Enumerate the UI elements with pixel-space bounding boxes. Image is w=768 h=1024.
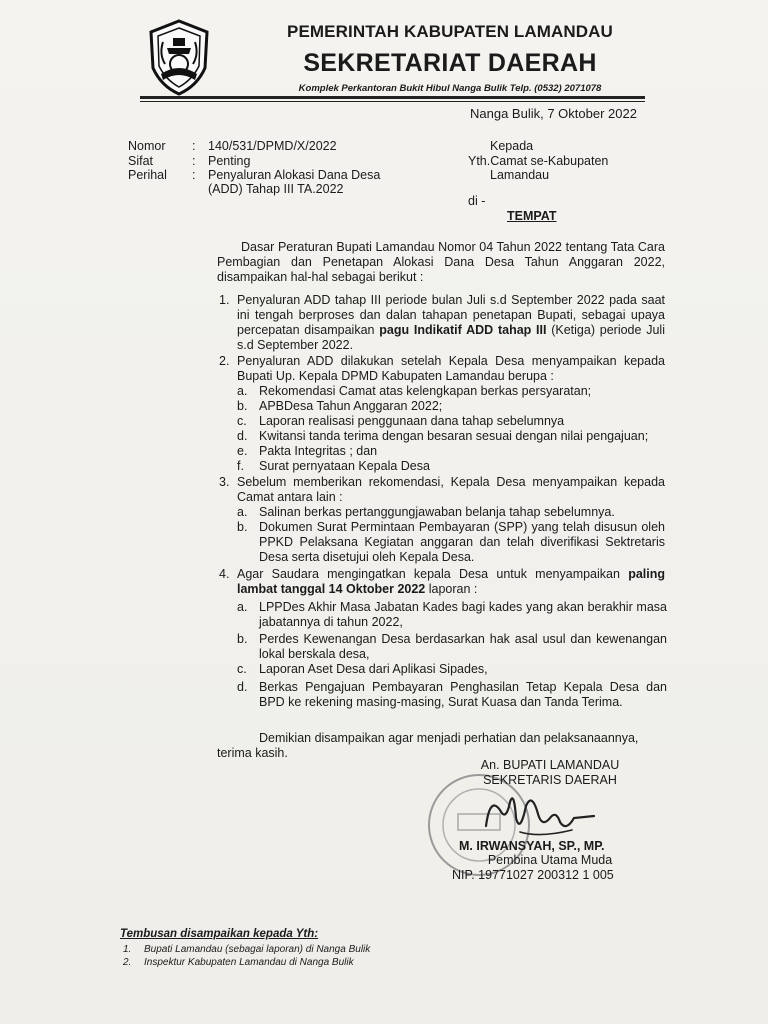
letter-date: Nanga Bulik, 7 Oktober 2022	[470, 106, 637, 121]
item-2-sublist	[237, 384, 667, 474]
list-item: d. Kwitansi tanda terima dengan besaran sesuai dengan nilai pengajuan;	[237, 429, 649, 443]
signature-on-behalf: An. BUPATI LAMANDAU	[480, 758, 620, 772]
perihal-colon: :	[192, 168, 196, 182]
cc-1-number: 1.	[123, 944, 132, 955]
item-4a-text: LPPDes Akhir Masa Jabatan Kades bagi kades yang akan berakhir masa jabatannya di tahun 2022,	[259, 600, 667, 629]
cc-title: Tembusan disampaikan kepada Yth:	[120, 928, 319, 940]
signatory-rank: Pembina Utama Muda	[487, 853, 613, 867]
signatory-name: M. IRWANSYAH, SP., MP.	[459, 839, 605, 853]
handwritten-signature-icon	[480, 788, 600, 840]
item-4b-text: Perdes Kewenangan Desa berdasarkan hak asal usul dan kewenangan lokal berskala desa,	[259, 632, 667, 661]
item-3a-text: Salinan berkas pertanggungjawaban belanja tahap sebelumnya.	[259, 505, 615, 519]
item-4d-text: Berkas Pengajuan Pembayaran Penghasilan Tetap Kepala Desa dan BPD ke rekening masing-masing, Surat Kuasa dan Tanda Terima.	[259, 680, 667, 709]
closing-paragraph: Demikian disampaikan agar menjadi perhatian dan pelaksanaannya, terima kasih.	[217, 731, 639, 760]
item-4a-key: a.	[237, 600, 248, 614]
item-1-emphasis: pagu Indikatif ADD tahap III	[379, 323, 547, 337]
item-3b-text: Dokumen Surat Permintaan Pembayaran (SPP) yang telah disusun oleh PPKD Pelaksana Kegiatan anggaran dan telah diverifikasi Sektretaris Desa serta disetujui oleh Kepala Desa.	[259, 520, 665, 564]
item-4c-text: Laporan Aset Desa dari Aplikasi Sipades,	[259, 662, 488, 676]
sifat-colon: :	[192, 154, 196, 168]
item-4-number: 4.	[219, 567, 230, 581]
cc-1-text: Bupati Lamandau (sebagai laporan) di Nanga Bulik	[144, 944, 371, 955]
item-1-text: Penyaluran ADD tahap III periode bulan Juli s.d September 2022 pada saat ini tengah berproses dan dalan tahapan penetapan Bupati, sebagai upaya percepatan disampaikan pagu Indikatif ADD tahap III (Ketiga) periode Juli s.d September 2022.	[237, 293, 665, 352]
recipient-yth: Yth.Camat se-Kabupaten	[468, 154, 609, 168]
item-3-number: 3.	[219, 475, 230, 489]
list-item: f. Surat pernyataan Kepala Desa	[237, 459, 430, 473]
regency-emblem-icon	[145, 18, 213, 96]
item-3b-key: b.	[237, 520, 248, 534]
signatory-nip: NIP. 19771027 200312 1 005	[452, 868, 614, 882]
item-3-text: Sebelum memberikan rekomendasi, Kepala Desa menyampaikan kepada Camat antara lain :	[237, 475, 665, 504]
nomor-value: 140/531/DPMD/X/2022	[208, 139, 337, 153]
item-1-number: 1.	[219, 293, 230, 307]
sifat-label: Sifat	[128, 154, 154, 168]
letterhead-rule-thin	[140, 101, 645, 102]
letterhead-rule-thick	[140, 96, 645, 99]
list-item: b. APBDesa Tahun Anggaran 2022;	[237, 399, 443, 413]
list-item: a. Rekomendasi Camat atas kelengkapan berkas persyaratan;	[237, 384, 592, 398]
item-2-number: 2.	[219, 354, 230, 368]
item-4-text: Agar Saudara mengingatkan kepala Desa untuk menyampaikan paling lambat tanggal 14 Oktober 2022 laporan :	[237, 567, 665, 596]
item-3a-key: a.	[237, 505, 248, 519]
signature-title: SEKRETARIS DAERAH	[483, 773, 617, 787]
cc-2-text: Inspektur Kabupaten Lamandau di Nanga Bulik	[144, 957, 354, 968]
item-4d-key: d.	[237, 680, 248, 694]
item-4b-key: b.	[237, 632, 248, 646]
list-item: c. Laporan realisasi penggunaan dana tahap sebelumnya	[237, 414, 565, 428]
recipient-di: di -	[468, 194, 486, 208]
letterhead-government: PEMERINTAH KABUPATEN LAMANDAU	[287, 22, 613, 41]
sifat-value: Penting	[208, 154, 251, 168]
item-2-text: Penyaluran ADD dilakukan setelah Kepala Desa menyampaikan kepada Bupati Up. Kepala DPMD Kabupaten Lamandau berupa :	[237, 354, 665, 383]
intro-paragraph: Dasar Peraturan Bupati Lamandau Nomor 04 Tahun 2022 tentang Tata Cara Pembagian dan Penetapan Alokasi Dana Desa Tahun Anggaran 2022, disampaikan hal-hal sebagai berikut :	[217, 240, 665, 284]
item-4c-key: c.	[237, 662, 247, 676]
nomor-label: Nomor	[128, 139, 166, 153]
letterhead-address: Komplek Perkantoran Bukit Hibul Nanga Bulik Telp. (0532) 2071078	[298, 83, 602, 94]
perihal-label: Perihal	[128, 168, 167, 182]
cc-2-number: 2.	[123, 957, 132, 968]
letterhead-office: SEKRETARIAT DAERAH	[303, 49, 597, 77]
recipient-place: Lamandau	[490, 168, 550, 182]
recipient-kepada: Kepada	[490, 139, 534, 153]
recipient-tempat: TEMPAT	[507, 209, 557, 223]
nomor-colon: :	[192, 139, 196, 153]
list-item: e. Pakta Integritas ; dan	[237, 444, 378, 458]
perihal-value-line1: Penyaluran Alokasi Dana Desa	[208, 168, 381, 182]
perihal-value-line2: (ADD) Tahap III TA.2022	[208, 182, 344, 196]
item-4-deadline: paling lambat tanggal 14 Oktober 2022	[237, 567, 665, 596]
